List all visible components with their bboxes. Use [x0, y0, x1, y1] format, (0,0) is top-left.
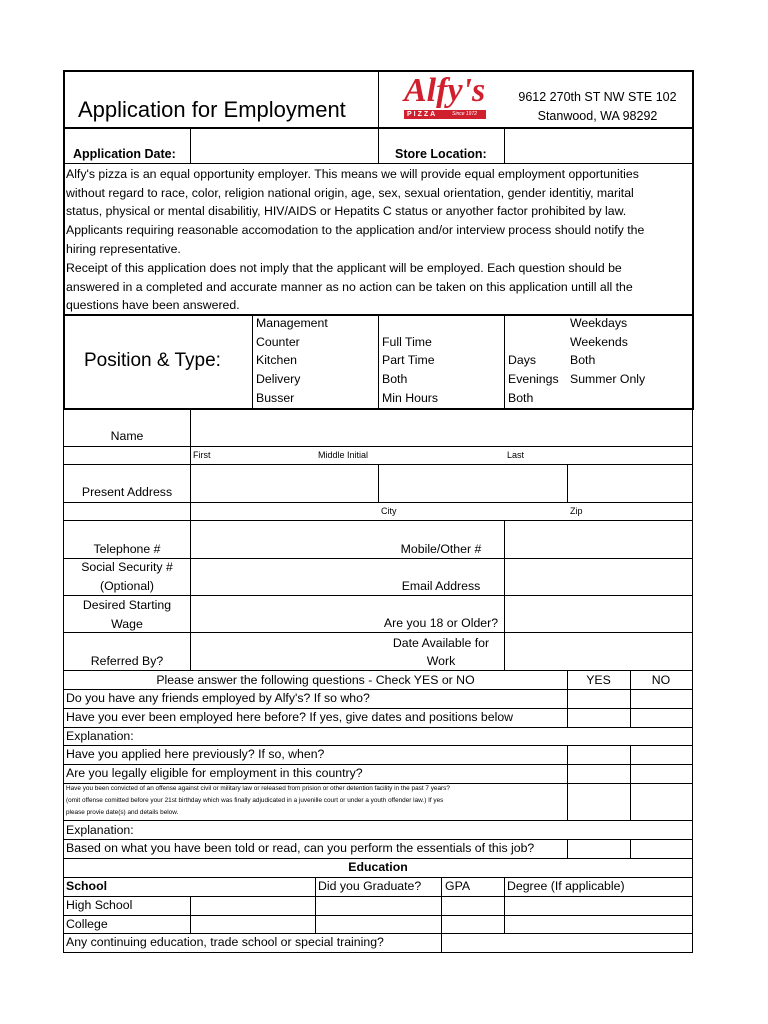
degree-column-header: Degree (If applicable)	[507, 879, 625, 893]
q4-yes-box[interactable]	[568, 765, 630, 783]
gpa-column-header: GPA	[445, 879, 471, 893]
date-available-label-line2: Work	[426, 654, 456, 668]
question-employed-before: Have you ever been employed here before? If yes, give dates and positions below	[66, 710, 514, 724]
name-field[interactable]	[191, 409, 692, 446]
q5-yes-box[interactable]	[568, 784, 630, 820]
q3-no-box[interactable]	[631, 746, 692, 764]
explanation-field-2[interactable]	[140, 821, 692, 839]
days-summer-only[interactable]: Summer Only	[570, 372, 646, 386]
position-delivery[interactable]: Delivery	[256, 372, 301, 386]
border-left-thick	[63, 70, 65, 410]
rule-q6	[63, 858, 693, 859]
telephone-label: Telephone #	[93, 542, 161, 556]
wage-label-line1: Desired Starting	[82, 598, 172, 612]
application-date-field[interactable]	[191, 128, 377, 162]
college-label: College	[66, 917, 108, 931]
yes-header: YES	[586, 673, 611, 687]
date-available-label-line1: Date Available for	[392, 636, 490, 650]
question-conviction-line2: (omit offense comitted before your 21st birthday which was finally adjudicated in a juvenille court or under a youth offender law.) If yes	[66, 797, 444, 804]
rule-address	[63, 502, 693, 503]
explanation-label-1: Explanation:	[66, 729, 134, 743]
ssn-field[interactable]	[191, 559, 378, 595]
pos-div1	[252, 315, 253, 408]
q1-yes-box[interactable]	[568, 690, 630, 708]
wage-field[interactable]	[191, 596, 378, 632]
city-caption: City	[381, 506, 397, 516]
no-header: NO	[651, 673, 671, 687]
explanation-field-1[interactable]	[140, 728, 692, 745]
continuing-education-label: Any continuing education, trade school or special training?	[66, 935, 384, 949]
high-school-name-field[interactable]	[191, 897, 315, 915]
referred-by-label: Referred By?	[90, 654, 164, 668]
border-right	[692, 410, 693, 953]
application-date-label: Application Date:	[73, 147, 176, 161]
email-label: Email Address	[401, 579, 481, 593]
q6-no-box[interactable]	[631, 840, 692, 858]
high-school-label: High School	[66, 898, 133, 912]
question-conviction-line1: Have you been convicted of an offense against civil or military law or released from prision or other detention facility in the past 7 years?	[66, 785, 450, 792]
type-full-time[interactable]: Full Time	[382, 335, 432, 349]
college-degree-field[interactable]	[505, 916, 692, 933]
ssn-label-line2: (Optional)	[100, 579, 154, 593]
q4-no-box[interactable]	[631, 765, 692, 783]
rule-edu-heading	[63, 877, 693, 878]
app-row-div2	[378, 127, 379, 163]
page-title: Application for Employment	[78, 97, 346, 122]
education-heading: Education	[348, 860, 408, 874]
alfys-logo	[396, 74, 488, 124]
position-management[interactable]: Management	[256, 316, 328, 330]
graduate-column-header: Did you Graduate?	[318, 879, 422, 893]
notice-line: Alfy's pizza is an equal opportunity employer. This means we will provide equal employment opportunities	[66, 167, 639, 181]
store-location-field[interactable]	[505, 128, 691, 162]
high-school-degree-field[interactable]	[505, 897, 692, 915]
q3-yes-box[interactable]	[568, 746, 630, 764]
notice-line: without regard to race, color, religion national origin, age, sex, sexual orientation, gender identitiy, marital	[66, 186, 634, 200]
name-label: Name	[110, 429, 144, 443]
type-part-time[interactable]: Part Time	[382, 353, 435, 367]
question-friends-employed: Do you have any friends employed by Alfy's? If so who?	[66, 691, 370, 705]
days-weekdays[interactable]: Weekdays	[570, 316, 628, 330]
store-address-line1: 9612 270th ST NW STE 102	[518, 90, 677, 104]
rule-referred	[63, 670, 693, 671]
days-both[interactable]: Both	[570, 353, 596, 367]
college-name-field[interactable]	[191, 916, 315, 933]
questions-instruction: Please answer the following questions - Check YES or NO	[156, 673, 475, 687]
notice-line: Applicants requiring reasonable accomodation to the application and/or interview process should notify the	[66, 223, 645, 237]
question-legally-eligible: Are you legally eligible for employment in this country?	[66, 766, 363, 780]
header-divider	[378, 70, 379, 127]
email-field[interactable]	[505, 559, 692, 595]
notice-line: questions have been answered.	[66, 298, 240, 312]
rule-name	[63, 446, 693, 447]
position-kitchen[interactable]: Kitchen	[256, 353, 298, 367]
border-right-thick	[692, 70, 694, 410]
high-school-gpa-field[interactable]	[442, 897, 504, 915]
logo-pizza: PIZZA	[407, 111, 438, 118]
first-name-caption: First	[193, 450, 211, 460]
shift-days[interactable]: Days	[508, 353, 537, 367]
type-both[interactable]: Both	[382, 372, 408, 386]
logo-banner	[404, 110, 486, 119]
zip-caption: Zip	[570, 506, 583, 516]
mobile-label: Mobile/Other #	[400, 542, 482, 556]
date-available-field[interactable]	[505, 633, 692, 670]
type-min-hours[interactable]: Min Hours	[382, 391, 439, 405]
question-applied-previously: Have you applied here previously? If so, when?	[66, 747, 325, 761]
question-perform-essentials: Based on what you have been told or read, can you perform the essentials of this job?	[66, 841, 535, 855]
q2-yes-box[interactable]	[568, 709, 630, 727]
present-address-label: Present Address	[81, 485, 173, 499]
rule-bottom	[63, 952, 693, 953]
street-address-field[interactable]	[191, 465, 377, 502]
shift-both[interactable]: Both	[508, 391, 534, 405]
notice-line: Receipt of this application does not imply that the applicant will be employed. Each question should be	[66, 261, 622, 275]
continuing-education-field[interactable]	[442, 934, 692, 952]
store-address-line2: Stanwood, WA 98292	[537, 109, 658, 123]
age-field[interactable]	[505, 596, 692, 632]
position-busser[interactable]: Busser	[256, 391, 295, 405]
high-school-graduate-field[interactable]	[316, 897, 441, 915]
notice-line: status, physical or mental disabilitiy, HIV/AIDS or Hepatits C status or anyother factor prohibited by law.	[66, 204, 627, 218]
logo-wordmark: Alfy's	[404, 72, 486, 109]
last-name-caption: Last	[507, 450, 525, 460]
q6-yes-box[interactable]	[568, 840, 630, 858]
q5-no-box[interactable]	[631, 784, 692, 820]
pos-div3	[504, 315, 505, 408]
store-location-label: Store Location:	[395, 147, 487, 161]
position-counter[interactable]: Counter	[256, 335, 300, 349]
referred-by-field[interactable]	[191, 633, 378, 670]
days-weekends[interactable]: Weekends	[570, 335, 628, 349]
ssn-label-line1: Social Security #	[81, 560, 173, 574]
logo-since: Since 1972	[452, 111, 478, 117]
position-type-heading: Position & Type:	[84, 350, 221, 371]
zip-field[interactable]	[568, 465, 692, 502]
question-conviction-line3: please provie date(s) and details below.	[66, 809, 179, 816]
shift-evenings[interactable]: Evenings	[508, 372, 559, 386]
mobile-field[interactable]	[505, 521, 692, 558]
notice-line: hiring representative.	[66, 242, 181, 256]
pos-div2	[378, 315, 379, 408]
school-column-header: School	[66, 879, 107, 893]
city-field[interactable]	[379, 465, 566, 502]
college-graduate-field[interactable]	[316, 916, 441, 933]
equal-opportunity-notice	[66, 164, 690, 314]
middle-initial-caption: Middle Initial	[318, 450, 369, 460]
notice-line: answered in a completed and accurate manner as no action can be taken on this application untill all the	[66, 280, 633, 294]
wage-label-line2: Wage	[111, 617, 143, 631]
explanation-label-2: Explanation:	[66, 823, 134, 837]
age-question-label: Are you 18 or Older?	[383, 616, 499, 630]
q1-no-box[interactable]	[631, 690, 692, 708]
college-gpa-field[interactable]	[442, 916, 504, 933]
q2-no-box[interactable]	[631, 709, 692, 727]
